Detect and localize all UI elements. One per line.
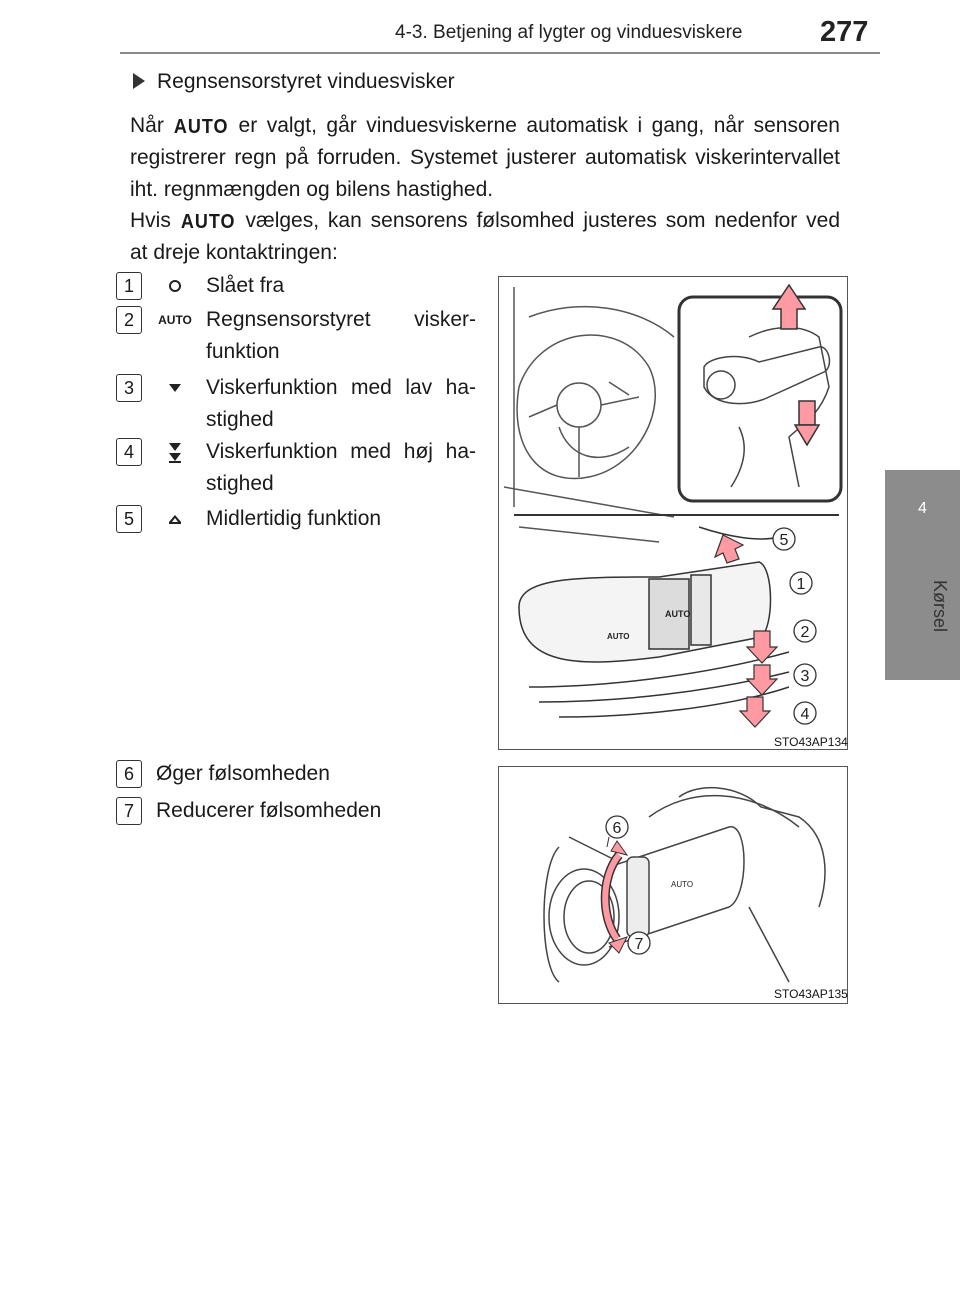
- item-number: 6: [116, 760, 142, 788]
- figure-sensitivity-ring: [498, 766, 848, 1004]
- item-number: 3: [116, 374, 142, 402]
- lever-auto-text: AUTO: [665, 609, 691, 619]
- off-circle-icon: [160, 270, 190, 302]
- item-text: Reducerer følsomheden: [156, 799, 382, 822]
- fig2-label-7: 7: [634, 936, 644, 953]
- header-rule: [120, 52, 880, 54]
- triangle-bullet-icon: [133, 73, 145, 89]
- chapter-tab: [885, 470, 960, 680]
- item-number: 1: [116, 272, 142, 300]
- item-text: Viskerfunktion med lav hastighed: [206, 376, 476, 431]
- chapter-tab-number: 4: [918, 500, 927, 517]
- chevron-up-icon: [160, 503, 190, 535]
- ring-auto-text: AUTO: [671, 880, 694, 889]
- chapter-tab-label: Kørsel: [930, 580, 950, 633]
- section-heading: [133, 70, 455, 94]
- page-header: [0, 0, 960, 48]
- item-number: 2: [116, 306, 142, 334]
- figure-wiper-lever-drawing: [499, 277, 847, 749]
- para2-post: vælges, kan sensorens følsomhed justeres som nedenfor ved at dreje kontaktringen:: [130, 209, 840, 264]
- fig1-label-5: 5: [779, 532, 789, 549]
- item-number: 5: [116, 505, 142, 533]
- para2-pre: Hvis: [130, 209, 171, 232]
- fig1-label-2: 2: [800, 624, 810, 641]
- section-heading-text: Regnsensorstyret vinduesvisker: [157, 70, 455, 93]
- page-number: 277: [820, 16, 869, 48]
- single-arrow-down-icon: [160, 372, 190, 404]
- double-arrow-down-icon: [160, 436, 190, 468]
- figure-sensitivity-ring-drawing: [499, 767, 847, 1003]
- item-text: Slået fra: [206, 274, 285, 297]
- fig1-label-1: 1: [796, 576, 806, 593]
- item-text: Øger følsomheden: [156, 762, 330, 785]
- para1-pre: Når: [130, 114, 164, 137]
- auto-symbol: AUTO: [180, 209, 236, 233]
- item-number: 7: [116, 797, 142, 825]
- item-text: Regnsensorstyret viskerfunktion: [206, 308, 476, 363]
- auto-symbol: AUTO: [158, 313, 192, 327]
- figure-caption: STO43AP135: [774, 987, 848, 1001]
- item-number: 4: [116, 438, 142, 466]
- figure-wiper-lever: [498, 276, 848, 750]
- para1-post: er valgt, går vinduesviskerne automatisk i gang, når sensoren registrerer regn på forruden. Systemet justerer automatisk viskerintervallet iht. regnmængden og bilens hastighed.: [130, 114, 840, 201]
- auto-symbol: AUTO: [173, 114, 229, 138]
- figure-caption: STO43AP134: [774, 735, 848, 749]
- header-title: 4-3. Betjening af lygter og vinduesviskere: [395, 22, 743, 43]
- fig2-label-6: 6: [612, 820, 622, 837]
- paragraph-auto-description: [130, 110, 840, 206]
- paragraph-sensitivity: [130, 205, 840, 269]
- fig1-label-3: 3: [800, 668, 810, 685]
- item-text: Midlertidig funktion: [206, 507, 382, 530]
- fig1-label-4: 4: [800, 706, 810, 723]
- lever-auto-text-2: AUTO: [607, 632, 630, 641]
- item-text: Viskerfunktion med høj hastighed: [206, 440, 476, 495]
